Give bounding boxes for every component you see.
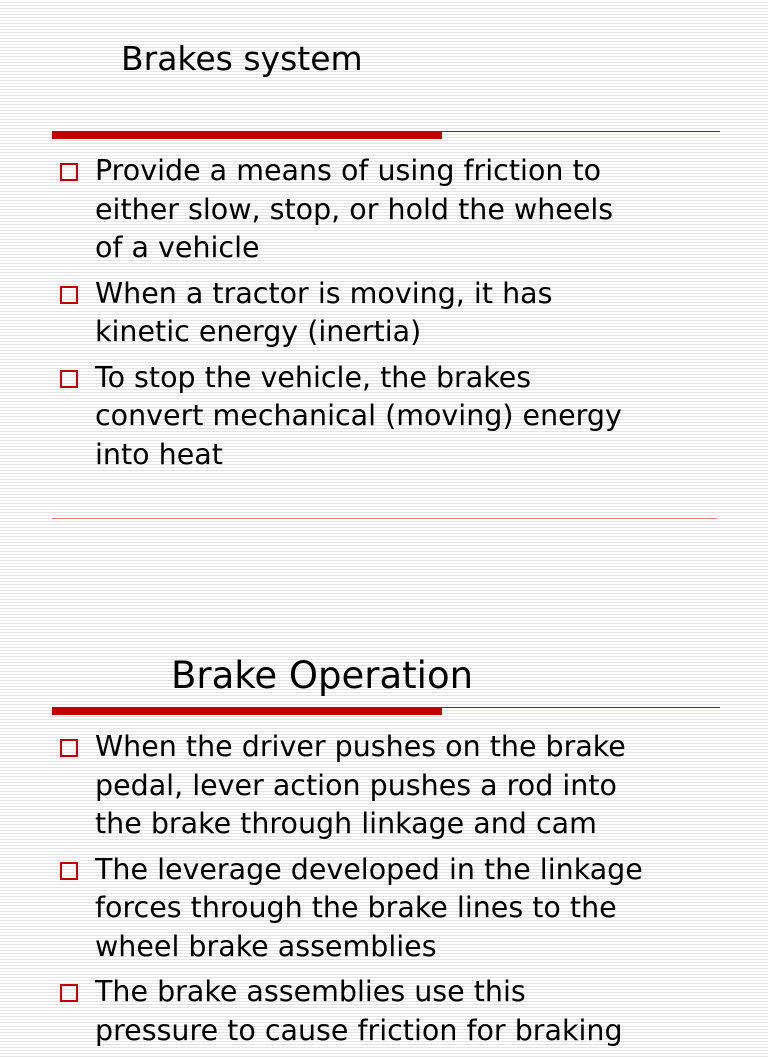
bullet-line: pressure to cause friction for braking <box>95 1013 623 1047</box>
hollow-square-bullet-icon <box>60 739 78 757</box>
bullet-item <box>57 275 717 352</box>
title-rule-thick <box>52 131 442 139</box>
bullet-line: kinetic energy (inertia) <box>95 315 422 348</box>
hollow-square-bullet-icon <box>60 862 78 880</box>
bullet-line: To stop the vehicle, the brakes <box>95 360 532 394</box>
bullet-line: pedal, lever action pushes a rod into <box>95 768 617 802</box>
slide-bottom-divider <box>52 518 717 519</box>
hollow-square-bullet-icon <box>60 286 78 304</box>
slide-title-brake-operation: Brake Operation <box>171 654 474 697</box>
bullet-line: into heat <box>95 437 223 471</box>
bullet-list-brakes-system <box>57 152 717 481</box>
bullet-line: When the driver pushes on the brake <box>95 730 626 763</box>
bullet-item <box>57 851 717 967</box>
hollow-square-bullet-icon <box>60 370 78 388</box>
bullet-item <box>57 359 717 475</box>
bullet-line: either slow, stop, or hold the wheels <box>95 192 614 226</box>
bullet-line: wheel brake assemblies <box>95 929 437 963</box>
title-rule-thin <box>442 707 720 708</box>
slide-title-brakes-system: Brakes system <box>121 39 363 78</box>
bullet-item <box>57 728 717 844</box>
bullet-item <box>57 152 717 268</box>
title-rule <box>52 707 720 717</box>
bullet-list-brake-operation <box>57 728 717 1057</box>
bullet-item <box>57 973 717 1050</box>
title-rule-thick <box>52 707 442 715</box>
bullet-line: of a vehicle <box>95 231 260 264</box>
hollow-square-bullet-icon <box>60 163 78 181</box>
bullet-line: forces through the brake lines to the <box>95 891 617 924</box>
bullet-line: When a tractor is moving, it has <box>95 276 553 310</box>
title-rule <box>52 131 720 141</box>
hollow-square-bullet-icon <box>60 984 78 1002</box>
title-rule-thin <box>442 131 720 132</box>
bullet-line: the brake through linkage and cam <box>95 807 597 840</box>
bullet-line: The brake assemblies use this <box>95 975 526 1008</box>
bullet-line: convert mechanical (moving) energy <box>95 399 622 432</box>
bullet-line: The leverage developed in the linkage <box>95 852 643 886</box>
bullet-line: Provide a means of using friction to <box>95 154 602 187</box>
